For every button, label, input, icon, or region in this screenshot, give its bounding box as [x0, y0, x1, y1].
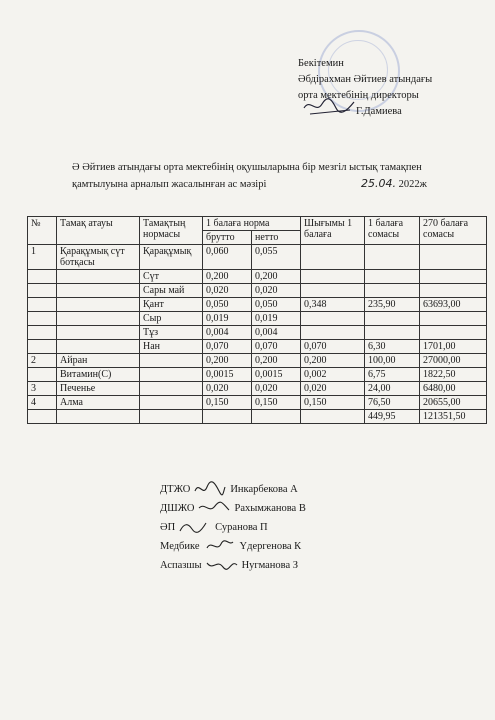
- table-cell: [301, 312, 365, 326]
- table-cell: [28, 410, 57, 424]
- header-norm: Тамақтың нормасы: [140, 217, 203, 245]
- table-cell: 0,070: [301, 340, 365, 354]
- table-cell: Алма: [57, 396, 140, 410]
- director-name: Г.Дамиева: [356, 106, 402, 117]
- table-cell: [365, 284, 420, 298]
- table-cell: [365, 312, 420, 326]
- table-cell: 0,070: [203, 340, 252, 354]
- table-row: [28, 340, 487, 354]
- table-cell: [365, 245, 420, 270]
- table-cell: 6,30: [365, 340, 420, 354]
- table-cell: [28, 270, 57, 284]
- header-gross: брутто: [203, 231, 252, 245]
- approval-line-3: орта мектебінің директоры: [298, 90, 419, 101]
- table-cell: [28, 284, 57, 298]
- table-cell: [420, 326, 487, 340]
- table-row: [28, 245, 487, 270]
- table-cell: [57, 298, 140, 312]
- title-line-2-text: қамтылуына арналып жасалынған ас мәзірі: [72, 179, 267, 190]
- table-cell: 0,348: [301, 298, 365, 312]
- table-cell: Қарақұмық сүт ботқасы: [57, 245, 140, 270]
- table-cell: [301, 284, 365, 298]
- table-header-row: [28, 217, 487, 231]
- table-cell: [57, 326, 140, 340]
- handwritten-signature: [193, 483, 227, 497]
- signer-role: ДТЖО: [160, 484, 191, 495]
- header-sum1: 1 балаға сомасы: [365, 217, 420, 245]
- signers-block: [160, 480, 306, 575]
- table-cell: [28, 312, 57, 326]
- table-cell: 0,020: [203, 284, 252, 298]
- signer-name: Үдергенова К: [239, 541, 302, 552]
- table-cell: [28, 340, 57, 354]
- table-cell: 0,150: [203, 396, 252, 410]
- table-cell: [203, 410, 252, 424]
- table-cell: 76,50: [365, 396, 420, 410]
- handwritten-signature: [205, 559, 239, 573]
- table-cell: [252, 410, 301, 424]
- table-cell: [57, 312, 140, 326]
- table-row: [28, 298, 487, 312]
- table-cell: 121351,50: [420, 410, 487, 424]
- table-cell: [420, 312, 487, 326]
- table-cell: [140, 396, 203, 410]
- table-cell: [57, 270, 140, 284]
- handwritten-signature: [203, 540, 237, 554]
- signer-name: Рахымжанова В: [234, 503, 306, 514]
- table-row: [28, 270, 487, 284]
- table-cell: 0,050: [203, 298, 252, 312]
- table-cell: [301, 410, 365, 424]
- table-cell: 0,002: [301, 368, 365, 382]
- signer-row: [160, 499, 306, 518]
- table-cell: 1701,00: [420, 340, 487, 354]
- table-row: [28, 354, 487, 368]
- table-cell: 100,00: [365, 354, 420, 368]
- signer-row: [160, 556, 306, 575]
- table-cell: 0,050: [252, 298, 301, 312]
- table-cell: 2: [28, 354, 57, 368]
- table-cell: 3: [28, 382, 57, 396]
- table-cell: Сүт: [140, 270, 203, 284]
- table-cell: [57, 340, 140, 354]
- table-cell: [420, 270, 487, 284]
- table-cell: 0,150: [301, 396, 365, 410]
- table-cell: 4: [28, 396, 57, 410]
- table-cell: Печенье: [57, 382, 140, 396]
- approval-line-2: Әбдірахман Әйтиев атындағы: [298, 74, 433, 85]
- director-signature: [300, 96, 358, 120]
- table-row: [28, 382, 487, 396]
- signer-role: Медбике: [160, 541, 200, 552]
- table-cell: 0,060: [203, 245, 252, 270]
- table-cell: 0,019: [203, 312, 252, 326]
- title-line-2: [72, 176, 472, 193]
- table-cell: 449,95: [365, 410, 420, 424]
- handwritten-signature: [178, 521, 212, 535]
- table-row: [28, 368, 487, 382]
- table-cell: [301, 270, 365, 284]
- table-cell: 6480,00: [420, 382, 487, 396]
- table-cell: Қант: [140, 298, 203, 312]
- table-cell: Айран: [57, 354, 140, 368]
- handwritten-signature: [197, 502, 231, 516]
- table-cell: 20655,00: [420, 396, 487, 410]
- table-cell: Нан: [140, 340, 203, 354]
- signer-role: ДШЖО: [160, 503, 195, 514]
- table-cell: 0,200: [203, 354, 252, 368]
- table-cell: [365, 326, 420, 340]
- table-cell: 0,200: [301, 354, 365, 368]
- table-cell: 24,00: [365, 382, 420, 396]
- table-cell: Қарақұмық: [140, 245, 203, 270]
- table-row: [28, 410, 487, 424]
- table-cell: [140, 368, 203, 382]
- table-cell: 0,020: [252, 284, 301, 298]
- table-row: [28, 312, 487, 326]
- table-row: [28, 396, 487, 410]
- handwritten-date: 25.04.: [361, 177, 397, 190]
- table-cell: Сыр: [140, 312, 203, 326]
- signer-name: Нугманова З: [241, 560, 299, 571]
- header-yield: Шығымы 1 балаға: [301, 217, 365, 245]
- title-line-1: Ә Әйтиев атындағы орта мектебінің оқушыларына бір мезгіл ыстық тамақпен: [72, 162, 422, 173]
- approval-line-1: Бекітемин: [298, 58, 344, 69]
- signer-name: Суранова П: [215, 522, 268, 533]
- table-cell: [57, 284, 140, 298]
- table-cell: [28, 298, 57, 312]
- table-cell: 0,150: [252, 396, 301, 410]
- table-cell: 0,020: [301, 382, 365, 396]
- signer-name: Инкарбекова А: [230, 484, 298, 495]
- table-cell: 235,90: [365, 298, 420, 312]
- year-suffix: 2022ж: [398, 179, 427, 190]
- table-cell: [420, 284, 487, 298]
- header-sum270: 270 балаға сомасы: [420, 217, 487, 245]
- menu-table: [27, 216, 487, 424]
- table-cell: [140, 410, 203, 424]
- table-cell: [140, 354, 203, 368]
- table-cell: 0,019: [252, 312, 301, 326]
- table-row: [28, 326, 487, 340]
- table-cell: 0,0015: [203, 368, 252, 382]
- table-cell: 63693,00: [420, 298, 487, 312]
- signer-row: [160, 518, 306, 537]
- table-cell: 0,020: [203, 382, 252, 396]
- header-net: нетто: [252, 231, 301, 245]
- table-cell: Витамин(С): [57, 368, 140, 382]
- table-cell: [28, 326, 57, 340]
- table-cell: 0,020: [252, 382, 301, 396]
- table-cell: [365, 270, 420, 284]
- table-cell: Сары май: [140, 284, 203, 298]
- table-cell: 27000,00: [420, 354, 487, 368]
- signer-row: [160, 537, 306, 556]
- table-cell: 1822,50: [420, 368, 487, 382]
- table-cell: [420, 245, 487, 270]
- table-cell: 1: [28, 245, 57, 270]
- table-cell: [57, 410, 140, 424]
- table-cell: [28, 368, 57, 382]
- document-title: [72, 160, 472, 193]
- table-cell: [301, 326, 365, 340]
- table-cell: [140, 382, 203, 396]
- table-cell: 0,070: [252, 340, 301, 354]
- signer-row: [160, 480, 306, 499]
- table-cell: 0,004: [203, 326, 252, 340]
- signer-role: Аспазшы: [160, 560, 202, 571]
- table-cell: Тұз: [140, 326, 203, 340]
- header-name: Тамақ атауы: [57, 217, 140, 245]
- table-cell: 0,055: [252, 245, 301, 270]
- table-cell: [301, 245, 365, 270]
- header-per-child: 1 балаға норма: [203, 217, 301, 231]
- header-num: №: [28, 217, 57, 245]
- table-cell: 0,004: [252, 326, 301, 340]
- table-cell: 0,200: [252, 270, 301, 284]
- table-cell: 0,200: [203, 270, 252, 284]
- table-row: [28, 284, 487, 298]
- signer-role: ӘП: [160, 522, 176, 533]
- table-cell: 6,75: [365, 368, 420, 382]
- table-cell: 0,0015: [252, 368, 301, 382]
- table-cell: 0,200: [252, 354, 301, 368]
